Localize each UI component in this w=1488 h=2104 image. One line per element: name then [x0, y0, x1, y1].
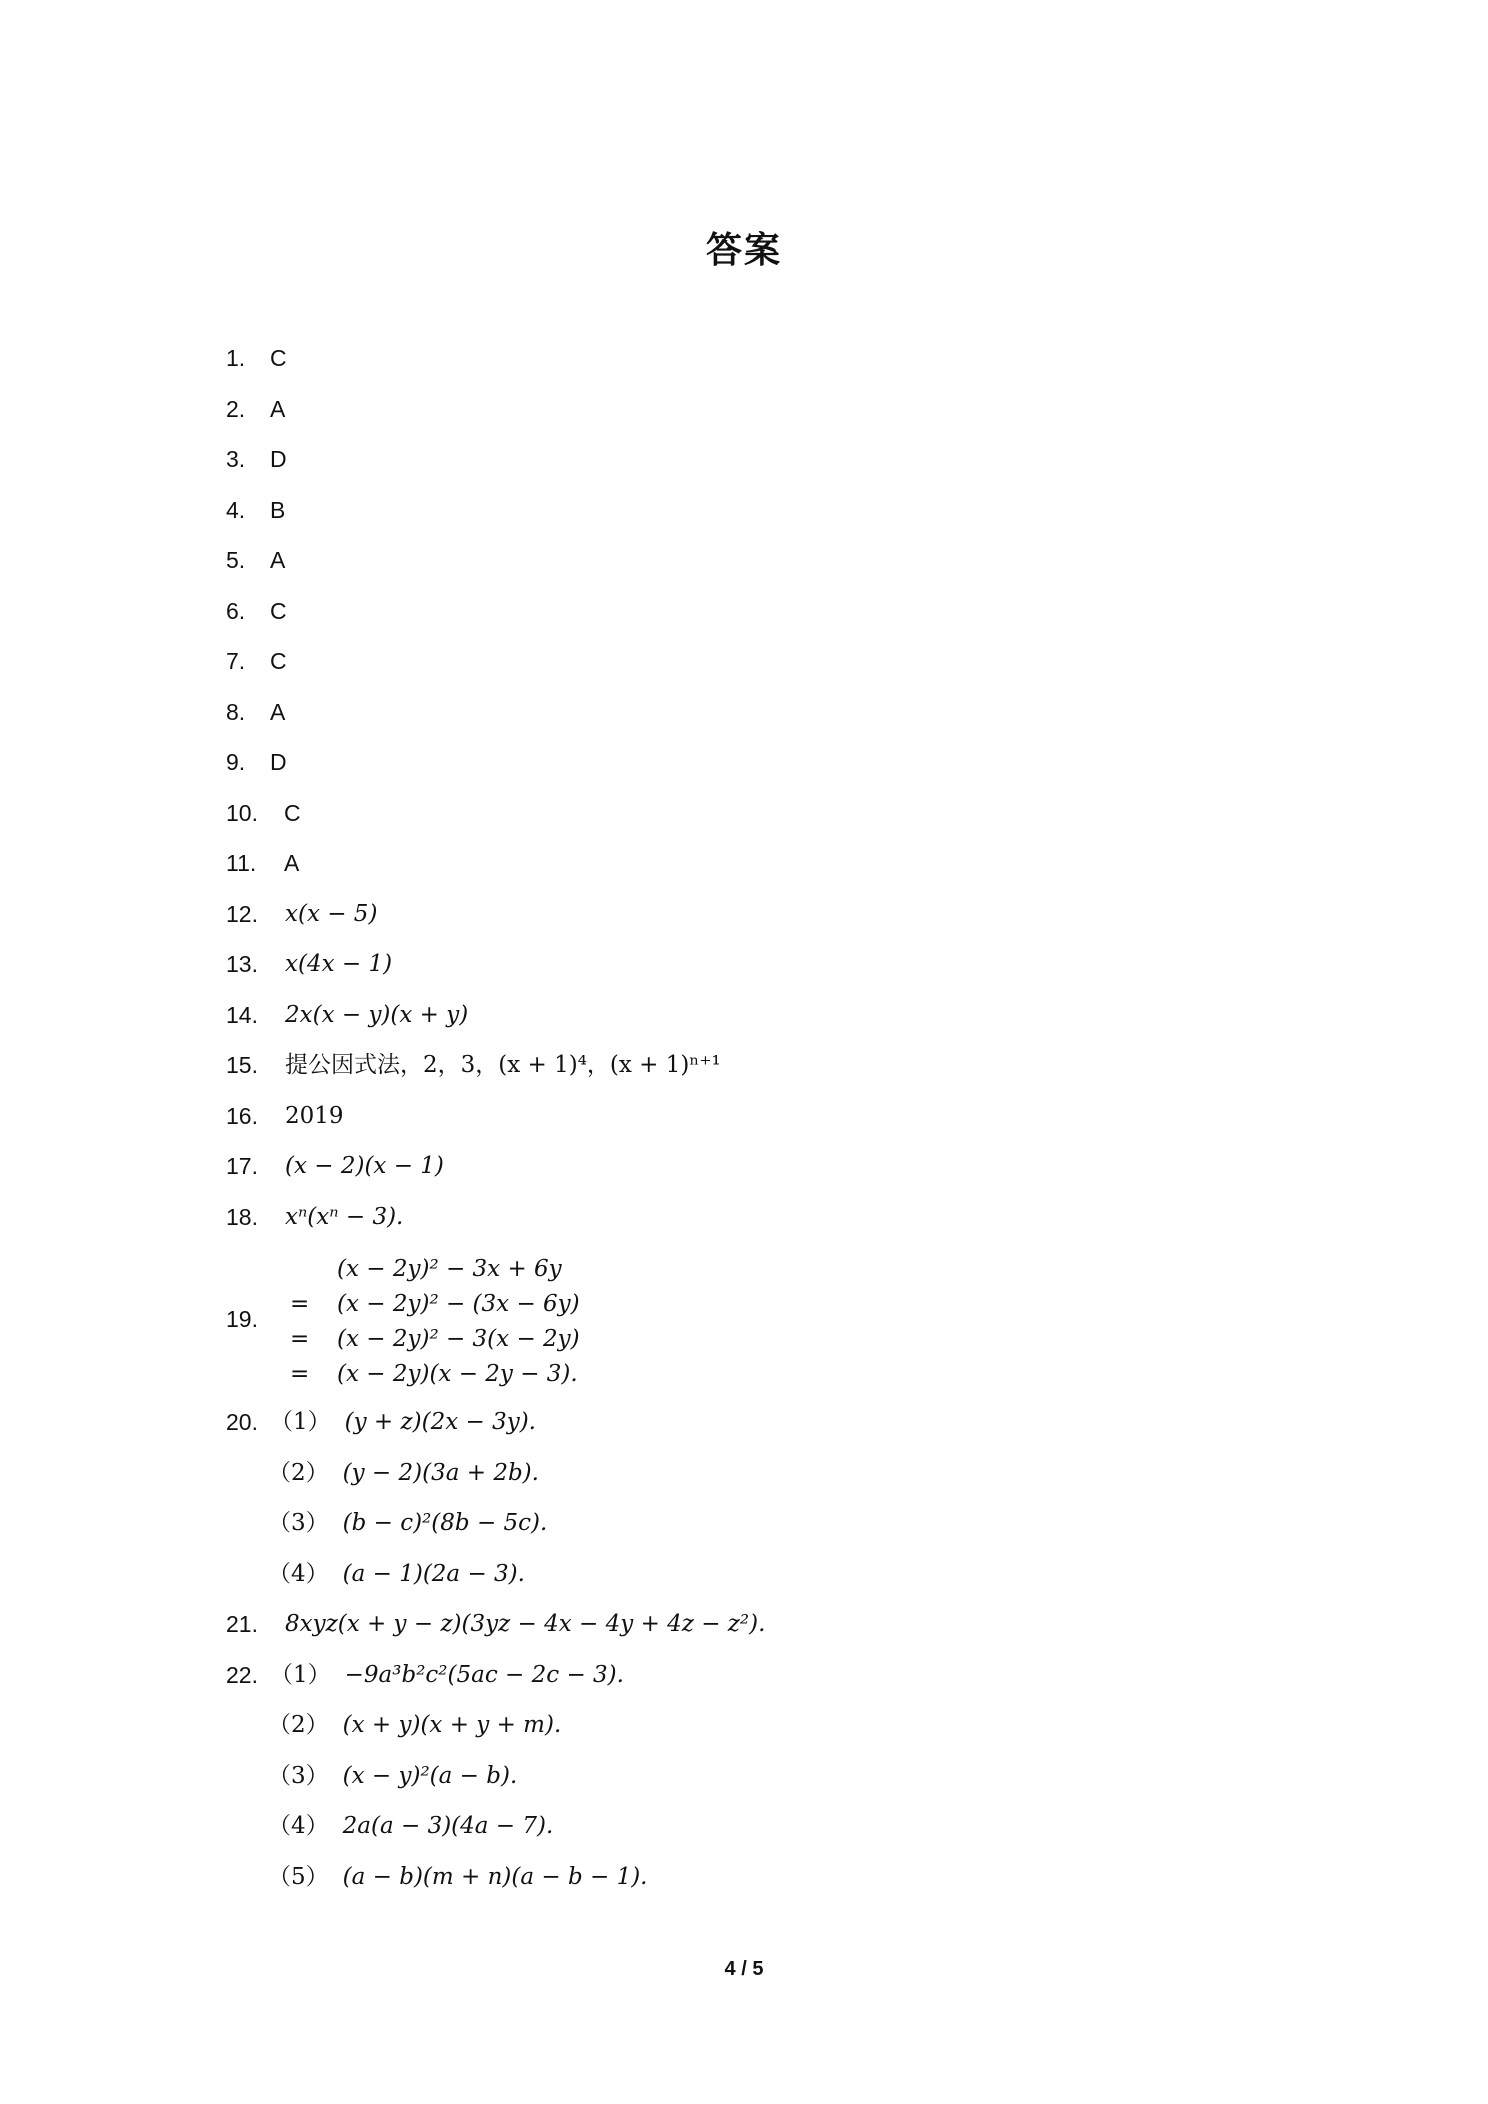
answer-text: 提公因式法，2，3，(x + 1)⁴，(x + 1)ⁿ⁺¹ [285, 1052, 721, 1078]
sub-answer [268, 1456, 539, 1490]
sub-answer-label: （5） [268, 1863, 329, 1890]
answer-text: A [270, 698, 286, 725]
answer-row [0, 1149, 1488, 1183]
answer-row [0, 1048, 1488, 1082]
answer-row [0, 998, 1488, 1032]
sub-answer-expression: (x + y)(x + y + m). [342, 1712, 562, 1738]
answer-text: A [270, 547, 286, 573]
answer-number: 12. [226, 900, 258, 927]
equals-sign: = [290, 1326, 310, 1352]
answer-text: (x − 2)(x − 1) [285, 1153, 444, 1179]
answer-row [0, 392, 1488, 426]
sub-answer-expression: (y − 2)(3a + 2b). [342, 1459, 539, 1486]
answer-row [0, 695, 1488, 729]
sub-answer-row [0, 1658, 1488, 1692]
derivation-line [0, 1252, 1488, 1286]
sub-answer-label: （4） [268, 1560, 329, 1587]
answer-number: 4. [226, 496, 246, 523]
answer-row [0, 1200, 1488, 1234]
answer-text: 8xyz(x + y − z)(3yz − 4x − 4y + 4z − z²). [285, 1611, 766, 1637]
sub-answer [268, 1557, 525, 1591]
sub-answer-expression: 2a(a − 3)(4a − 7). [342, 1813, 554, 1839]
derivation-line [0, 1322, 1488, 1356]
answer-number: 13. [226, 951, 258, 977]
sub-answer-expression: (a − b)(m + n)(a − b − 1). [342, 1863, 648, 1890]
answer-row [0, 644, 1488, 678]
answer-row [0, 493, 1488, 527]
answer-number: 19. [226, 1306, 258, 1332]
answer-row [0, 796, 1488, 830]
sub-answer [268, 1759, 517, 1793]
answer-number: 8. [226, 698, 246, 725]
sub-answer-row [0, 1456, 1488, 1490]
answer-text: B [270, 496, 286, 523]
answer-text: 2019 [285, 1102, 344, 1129]
answer-text: x(x − 5) [285, 900, 378, 927]
sub-answer-row [0, 1809, 1488, 1843]
answer-number: 15. [226, 1052, 258, 1078]
answer-text: 2x(x − y)(x + y) [285, 1001, 469, 1028]
answer-number: 16. [226, 1102, 258, 1129]
answer-number: 3. [226, 446, 246, 472]
answer-text: A [284, 850, 300, 876]
answer-number: 18. [226, 1203, 258, 1230]
derivation-line [0, 1357, 1488, 1391]
answer-text: C [270, 345, 287, 371]
answer-row [0, 1607, 1488, 1641]
sub-answer-label: （1） [270, 1409, 331, 1435]
sub-answer-expression: −9a³b²c²(5ac − 2c − 3). [344, 1661, 624, 1688]
sub-answer-expression: (x − y)²(a − b). [342, 1762, 518, 1789]
answer-text: A [270, 395, 286, 422]
answer-number: 22. [226, 1661, 258, 1688]
sub-answer [268, 1708, 561, 1742]
sub-answer-row [0, 1506, 1488, 1540]
sub-answer-label: （3） [268, 1510, 329, 1536]
sub-answer-row [0, 1759, 1488, 1793]
answer-row [0, 947, 1488, 981]
answer-row [0, 442, 1488, 476]
answer-number: 9. [226, 749, 246, 775]
sub-answer-expression: (a − 1)(2a − 3). [342, 1560, 525, 1587]
answer-text: C [270, 597, 287, 624]
sub-answer-row [0, 1708, 1488, 1742]
answer-number: 14. [226, 1001, 258, 1028]
answer-row [0, 1099, 1488, 1133]
derivation-expression: (x − 2y)² − (3x − 6y) [337, 1291, 580, 1317]
derivation-expression: (x − 2y)² − 3(x − 2y) [337, 1326, 580, 1352]
page-number: 4 / 5 [724, 1958, 764, 1980]
answer-row [0, 745, 1488, 779]
derivation-line [0, 1287, 1488, 1321]
answer-number: 11. [226, 850, 257, 876]
answer-number: 17. [226, 1153, 258, 1179]
sub-answer-label: （1） [270, 1661, 331, 1688]
sub-answer [268, 1860, 648, 1894]
equals-sign: = [290, 1291, 310, 1317]
page-title: 答案 [705, 230, 782, 271]
answer-text: x(4x − 1) [285, 951, 393, 977]
sub-answer-label: （3） [268, 1762, 329, 1789]
answer-text: C [284, 799, 301, 826]
sub-answer-row [0, 1860, 1488, 1894]
answer-row [0, 341, 1488, 375]
answer-number: 7. [226, 648, 246, 674]
answer-number: 21. [226, 1611, 258, 1637]
answer-number: 10. [226, 799, 258, 826]
answer-text: xⁿ(xⁿ − 3). [285, 1203, 404, 1230]
sub-answer [270, 1658, 624, 1692]
answer-text: D [270, 446, 287, 472]
answer-text: C [270, 648, 287, 674]
sub-answer-row [0, 1405, 1488, 1439]
sub-answer-label: （2） [268, 1459, 329, 1486]
sub-answer-row [0, 1557, 1488, 1591]
sub-answer-expression: (b − c)²(8b − 5c). [342, 1510, 548, 1536]
derivation-expression: (x − 2y)² − 3x + 6y [337, 1256, 562, 1282]
answer-row [0, 594, 1488, 628]
answer-text: D [270, 749, 287, 775]
answer-row [0, 897, 1488, 931]
sub-answer-label: （4） [268, 1813, 329, 1839]
answer-row [0, 543, 1488, 577]
answer-row [0, 846, 1488, 880]
answer-number: 1. [226, 345, 246, 371]
equals-sign: = [290, 1361, 310, 1387]
sub-answer [270, 1405, 536, 1439]
derivation-expression: (x − 2y)(x − 2y − 3). [337, 1361, 578, 1387]
sub-answer [268, 1506, 547, 1540]
sub-answer [268, 1809, 553, 1843]
answer-number: 2. [226, 395, 246, 422]
sub-answer-label: （2） [268, 1712, 329, 1738]
answer-number: 6. [226, 597, 246, 624]
answer-number: 20. [226, 1409, 258, 1435]
sub-answer-expression: (y + z)(2x − 3y). [344, 1409, 536, 1435]
answer-number: 5. [226, 547, 246, 573]
